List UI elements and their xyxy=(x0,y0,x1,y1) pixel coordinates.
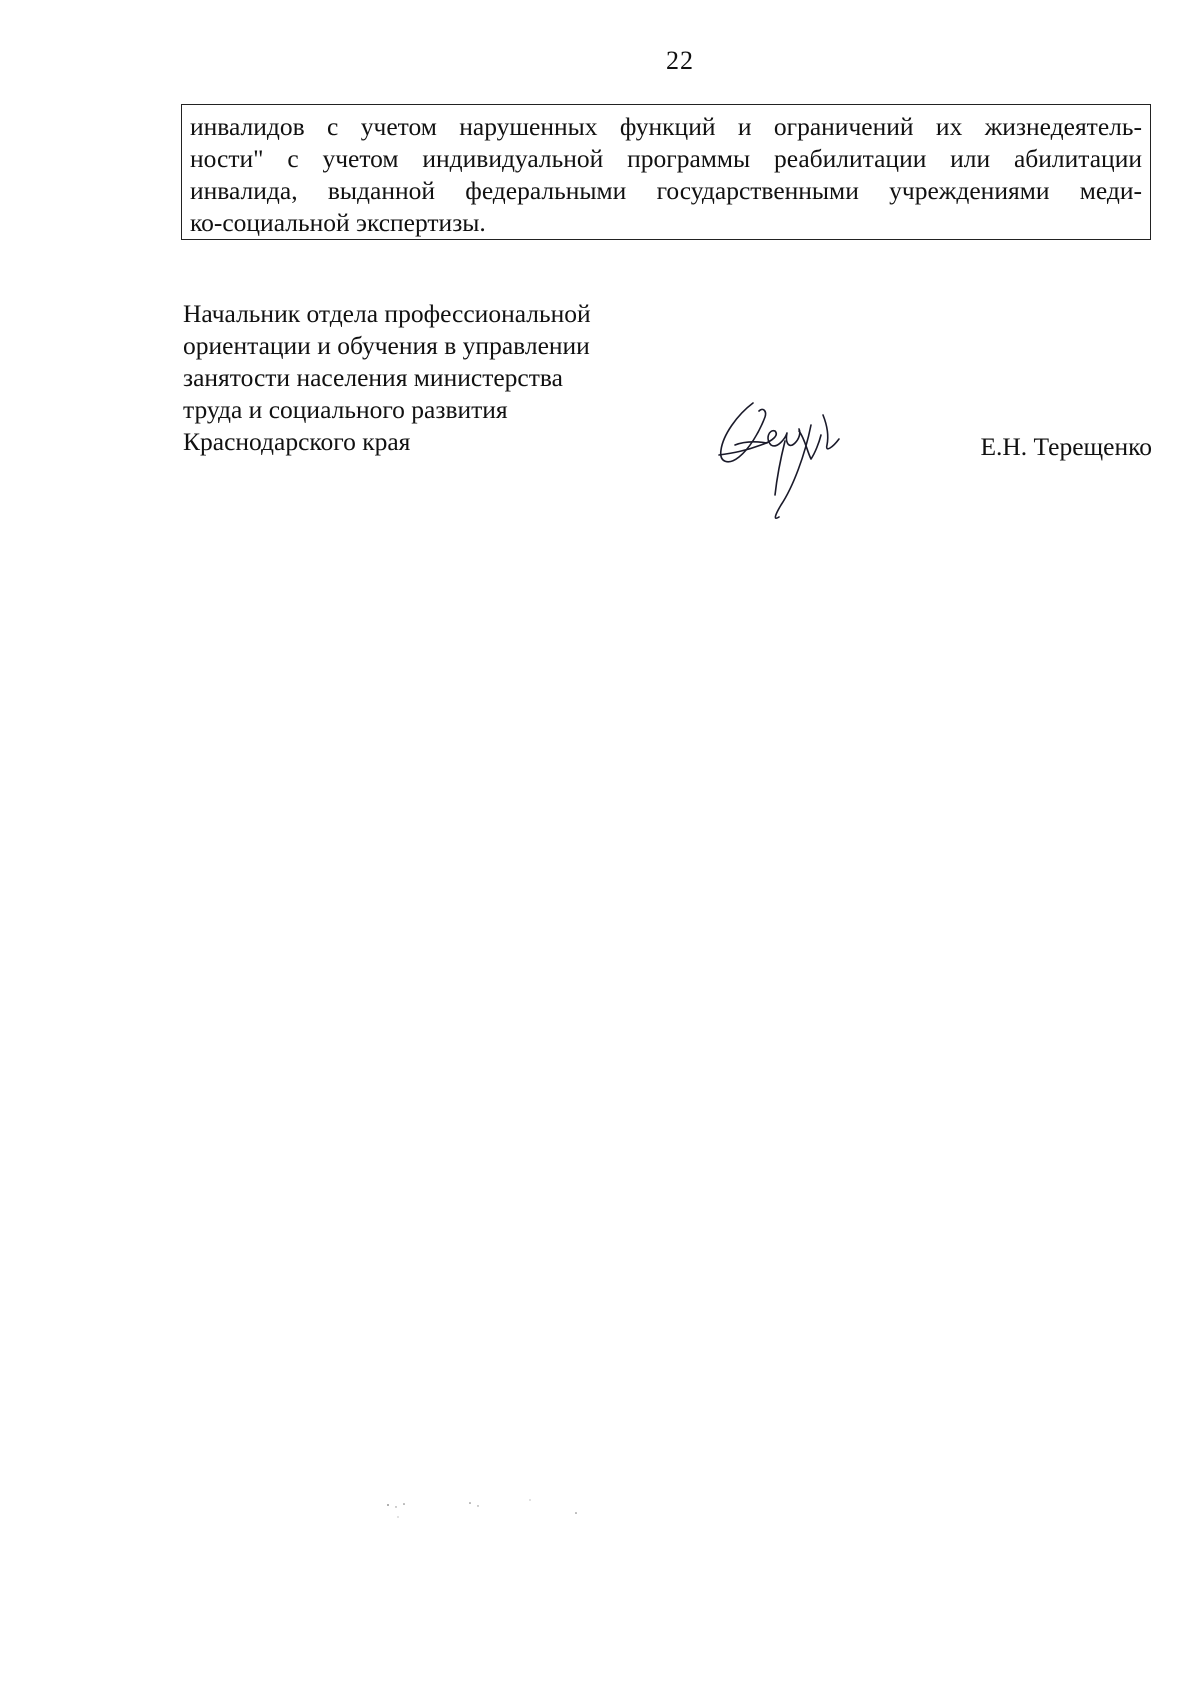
table-cell-line-1: инвалидов с учетом нарушенных функций и ограничений их жизнедеятель- xyxy=(190,112,1142,141)
signer-position-line-4: труда и социального развития xyxy=(183,395,508,424)
signer-position-line-2: ориентации и обучения в управлении xyxy=(183,331,590,360)
table-cell-line-2: ности" с учетом индивидуальной программы реабилитации или абилитации xyxy=(190,144,1142,173)
signer-position-line-5: Краснодарского края xyxy=(183,427,411,456)
handwritten-signature xyxy=(715,395,845,530)
table-cell-line-4: ко-социальной экспертизы. xyxy=(190,208,486,237)
table-cell-fragment xyxy=(181,104,1151,240)
scan-artifacts xyxy=(380,1495,620,1525)
signer-position xyxy=(183,298,591,458)
table-cell-line-3: инвалида, выданной федеральными государственными учреждениями меди- xyxy=(190,176,1142,205)
signer-position-line-3: занятости населения министерства xyxy=(183,363,563,392)
signer-position-line-1: Начальник отдела профессиональной xyxy=(183,299,591,328)
signer-name: Е.Н. Терещенко xyxy=(980,432,1152,461)
table-cell-text xyxy=(190,111,1142,239)
page-number: 22 xyxy=(666,46,694,75)
